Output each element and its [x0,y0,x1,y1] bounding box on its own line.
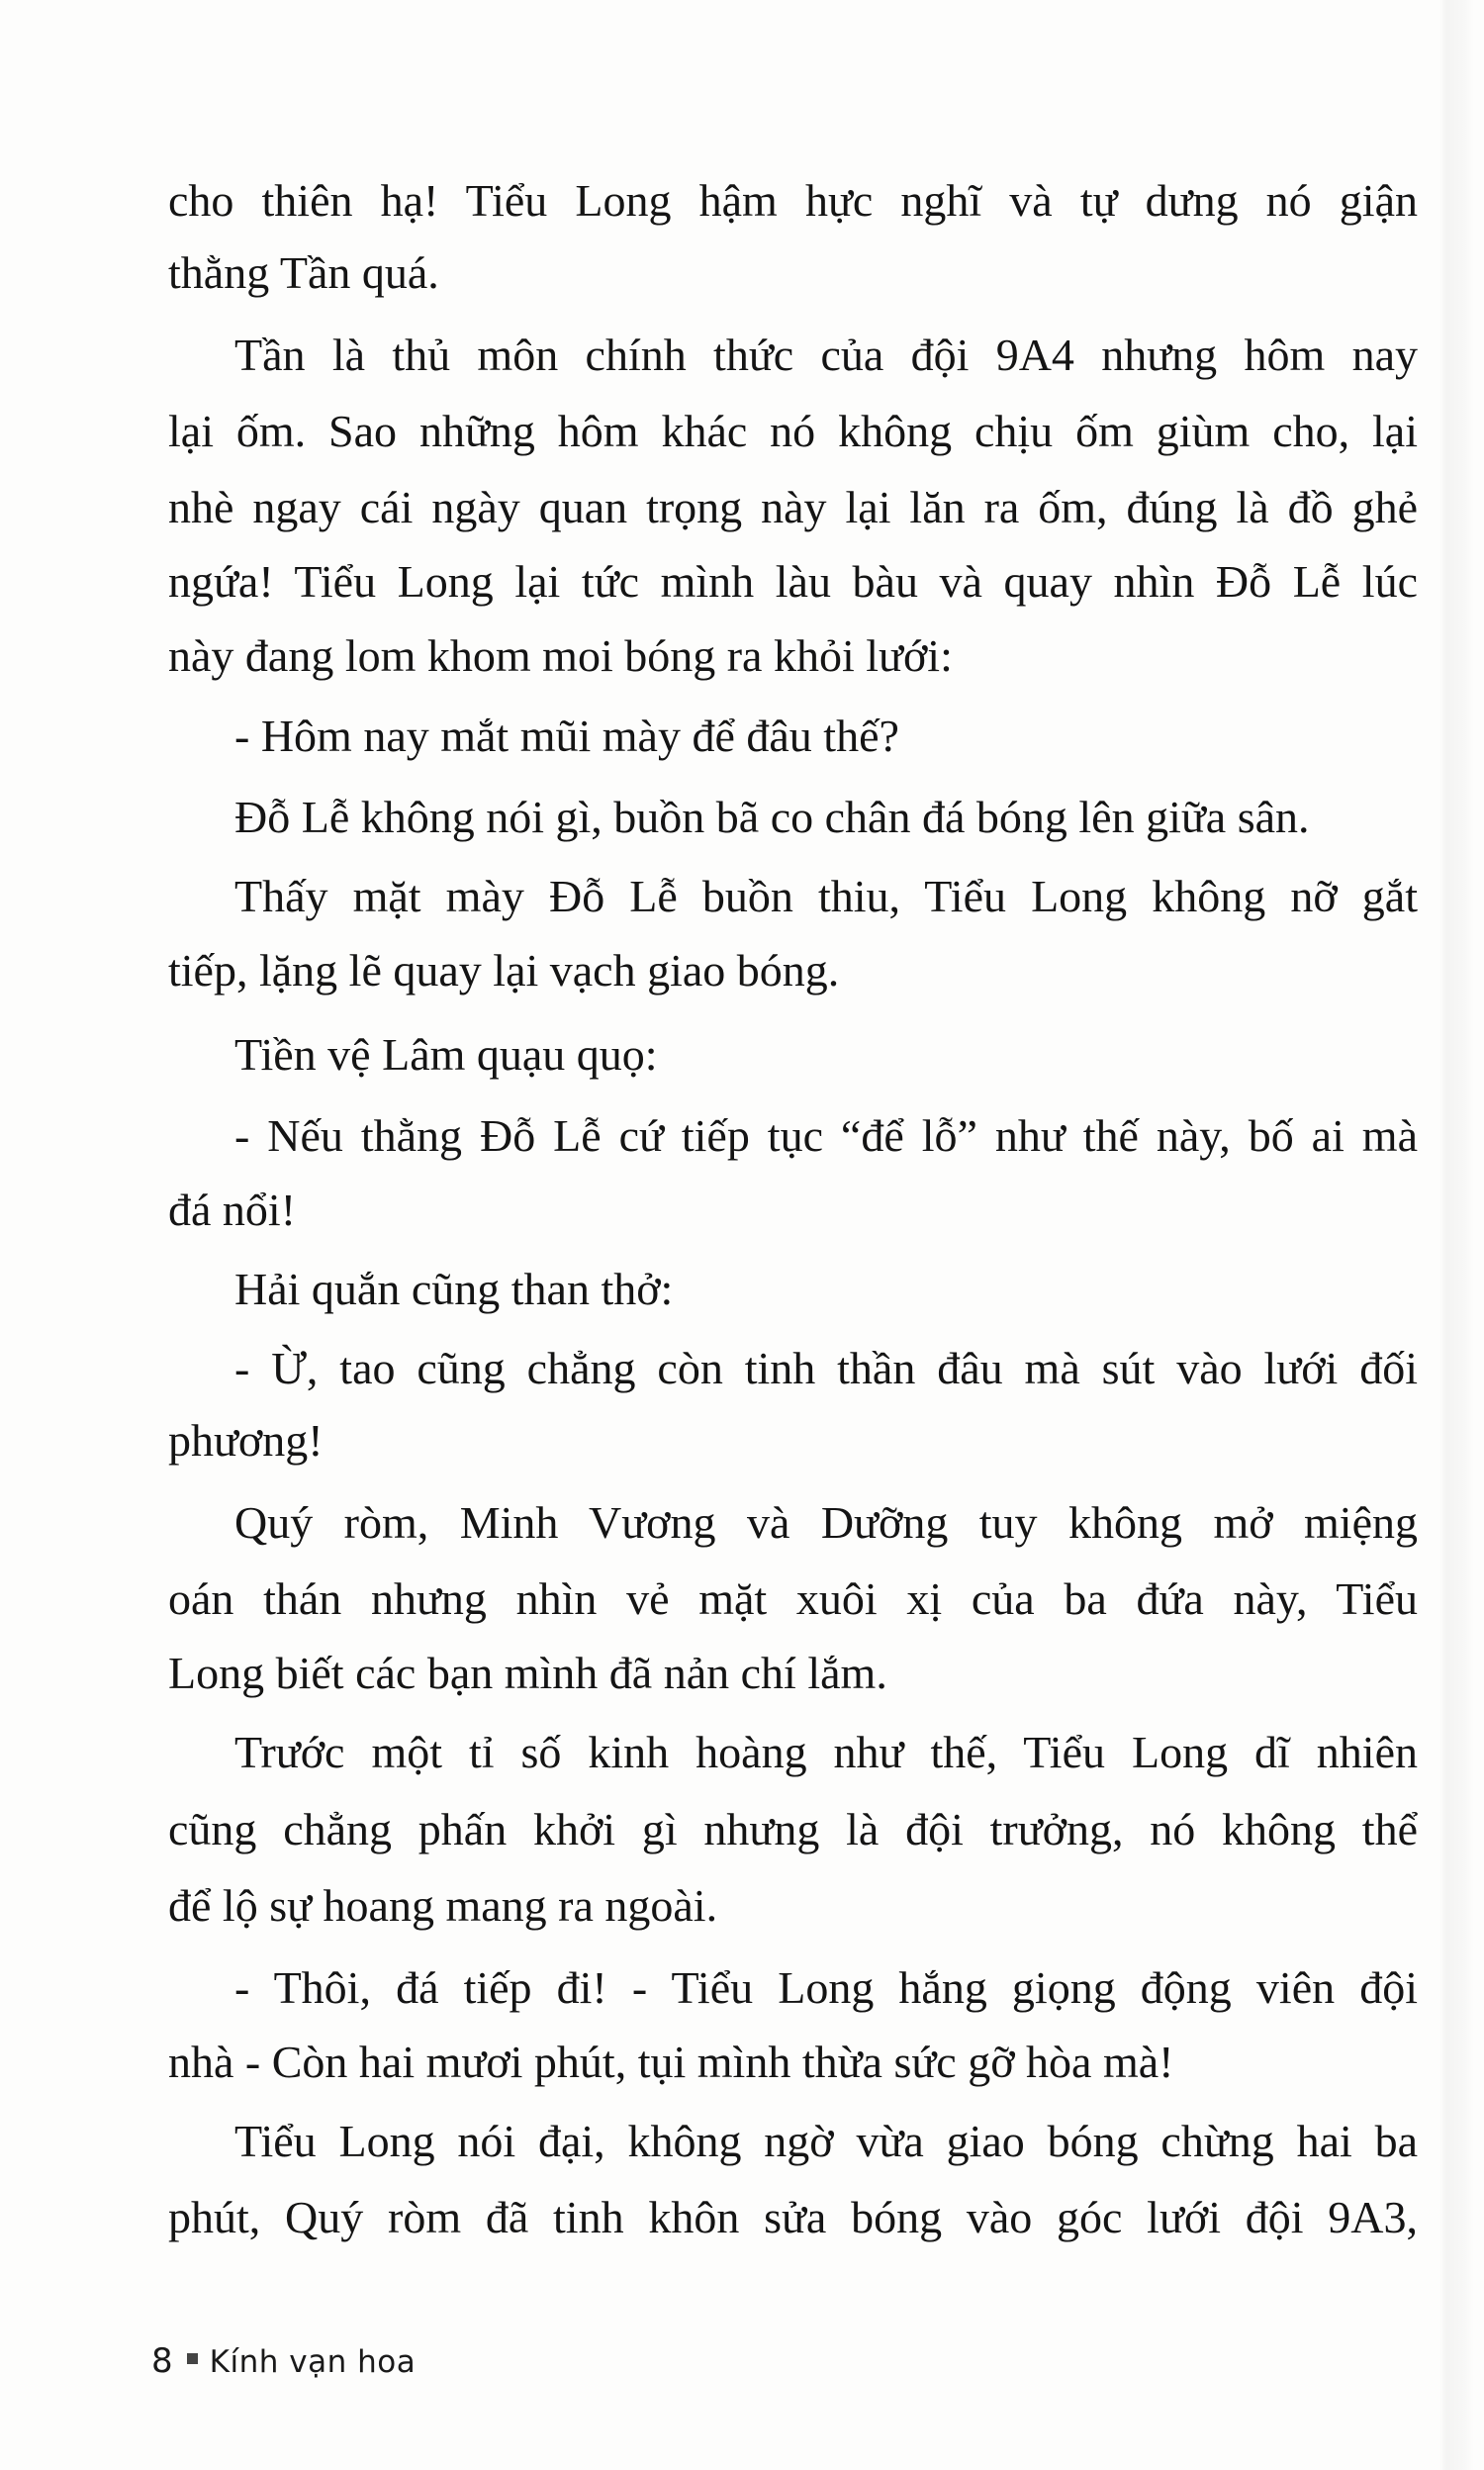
text-line: Hải quắn cũng than thở: [234,1264,674,1314]
book-title: Kính vạn hoa [209,2344,417,2380]
text-line: nhà - Còn hai mươi phút, tụi mình thừa sức gỡ hòa mà! [168,2037,1174,2087]
text-line: - Nếu thằng Đỗ Lễ cứ tiếp tục “để lỗ” như thế này, bố ai mà [234,1110,1418,1161]
text-line: ngứa! Tiểu Long lại tức mình làu bàu và quay nhìn Đỗ Lễ lúc [168,556,1418,607]
page-number: 8 [151,2341,173,2381]
text-line: Trước một tỉ số kinh hoàng như thế, Tiểu Long dĩ nhiên [234,1727,1418,1777]
text-line: này đang lom khom moi bóng ra khỏi lưới: [168,630,953,681]
text-line: Tần là thủ môn chính thức của đội 9A4 nhưng hôm nay [234,330,1418,380]
page-footer [151,2341,416,2381]
text-line: - Thôi, đá tiếp đi! - Tiểu Long hắng giọng động viên đội [234,1962,1418,2013]
text-line: oán thán nhưng nhìn vẻ mặt xuôi xị của ba đứa này, Tiểu [168,1573,1418,1624]
text-line: phương! [168,1415,324,1466]
text-line: Tiền vệ Lâm quạu quọ: [234,1029,658,1080]
text-line: lại ốm. Sao những hôm khác nó không chịu ốm giùm cho, lại [168,406,1418,456]
text-line: tiếp, lặng lẽ quay lại vạch giao bóng. [168,945,840,996]
text-line: Tiểu Long nói đại, không ngờ vừa giao bóng chừng hai ba [234,2116,1418,2166]
square-bullet-icon [187,2353,198,2364]
text-line: thằng Tần quá. [168,247,439,298]
text-line: nhè ngay cái ngày quan trọng này lại lăn ra ốm, đúng là đồ ghẻ [168,482,1418,532]
text-line: đá nổi! [168,1185,297,1235]
text-line: Thấy mặt mày Đỗ Lễ buồn thiu, Tiểu Long không nỡ gắt [234,871,1418,921]
text-line: để lộ sự hoang mang ra ngoài. [168,1880,718,1931]
text-line: cho thiên hạ! Tiểu Long hậm hực nghĩ và tự dưng nó giận [168,175,1418,226]
text-line: cũng chẳng phấn khởi gì nhưng là đội trưởng, nó không thể [168,1804,1418,1854]
text-line: Long biết các bạn mình đã nản chí lắm. [168,1648,887,1698]
text-line: - Hôm nay mắt mũi mày để đâu thế? [234,711,899,761]
text-line: - Ừ, tao cũng chẳng còn tinh thần đâu mà sút vào lưới đối [234,1343,1418,1393]
text-line: Đỗ Lễ không nói gì, buồn bã co chân đá bóng lên giữa sân. [234,792,1310,842]
text-line: phút, Quý ròm đã tinh khôn sửa bóng vào góc lưới đội 9A3, [168,2192,1418,2242]
text-line: Quý ròm, Minh Vương và Dưỡng tuy không mở miệng [234,1497,1418,1548]
